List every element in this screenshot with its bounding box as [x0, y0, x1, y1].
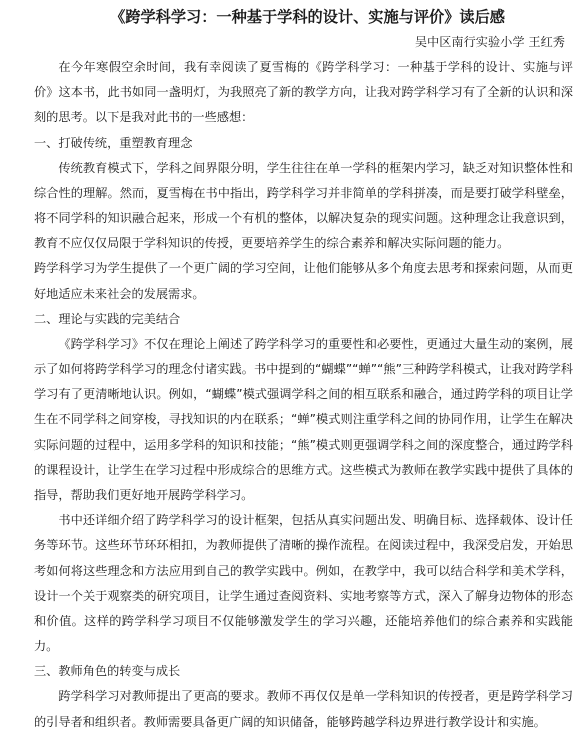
section-2-paragraph-1: 《跨学科学习》不仅在理论上阐述了跨学科学习的重要性和必要性，更通过大量生动的案例，展示了如何将跨学科学习的理念付诸实践。书中提到的“蝴蝶”“蝉”“熊”三种跨学科模式，让我对跨学科学习有了更清晰地认识。例如，“蝴蝶”模式强调学科之间的相互联系和融合，通过跨学科的项目让学生在不同学科之间穿梭，寻找知识的内在联系；“蝉”模式则注重学科之间的协同作用，让学生在解决实际问题的过程中，运用多学科的知识和技能；“熊”模式则更强调学科之间的深度整合，通过跨学科的课程设计，让学生在学习过程中形成综合的思维方式。这些模式为教师在教学实践中提供了具体的指导，帮助我们更好地开展跨学科学习。: [34, 336, 573, 503]
section-3-paragraph-1: 跨学科学习对教师提出了更高的要求。教师不再仅仅是单一学科知识的传授者，更是跨学科学习的引导者和组织者。教师需要具备更广阔的知识储备，能够跨越学科边界进行教学设计和实施。: [34, 689, 573, 729]
section-1-paragraph-2: 跨学科学习为学生提供了一个更广阔的学习空间，让他们能够从多个角度去思考和探索问题，从而更好地适应未来社会的发展需求。: [34, 261, 573, 301]
section-2-paragraph-2: 书中还详细介绍了跨学科学习的设计框架，包括从真实问题出发、明确目标、选择载体、设计任务等环节。这些环节环环相扣，为教师提供了清晰的操作流程。在阅读过程中，我深受启发，开始思考如何将这些理念和方法应用到自己的教学实践中。例如，在教学中，我可以结合科学和美术学科，设计一个关于观察类的研究项目，让学生通过查阅资料、实地考察等方式，深入了解身边物体的形态和价值。这样的跨学科学习项目不仅能够激发学生的学习兴趣，还能培养他们的综合素养和实践能力。: [34, 513, 573, 654]
intro-paragraph: 在今年寒假空余时间，我有幸阅读了夏雪梅的《跨学科学习：一种基于学科的设计、实施与评价》这本书，此书如同一盏明灯，为我照亮了新的教学方向，让我对跨学科学习有了全新的认识和深刻的思考。以下是我对此书的一些感想：: [34, 60, 573, 125]
document-title: 《跨学科学习：一种基于学科的设计、实施与评价》读后感: [110, 8, 505, 26]
section-1-paragraph-1: 传统教育模式下，学科之间界限分明，学生往往在单一学科的框架内学习，缺乏对知识整体性和综合性的理解。然而，夏雪梅在书中指出，跨学科学习并非简单的学科拼凑，而是要打破学科壁垒，将不同学科的知识融合起来，形成一个有机的整体，以解决复杂的现实问题。这种理念让我意识到，教育不应仅仅局限于学科知识的传授，更要培养学生的综合素养和解决实际问题的能力。: [34, 160, 573, 251]
section-heading-3: 三、教师角色的转变与成长: [34, 664, 181, 679]
author-line: 吴中区南行实验小学 王红秀: [414, 35, 565, 49]
section-heading-1: 一、打破传统，重塑教育理念: [34, 135, 193, 150]
section-heading-2: 二、理论与实践的完美结合: [34, 311, 181, 326]
